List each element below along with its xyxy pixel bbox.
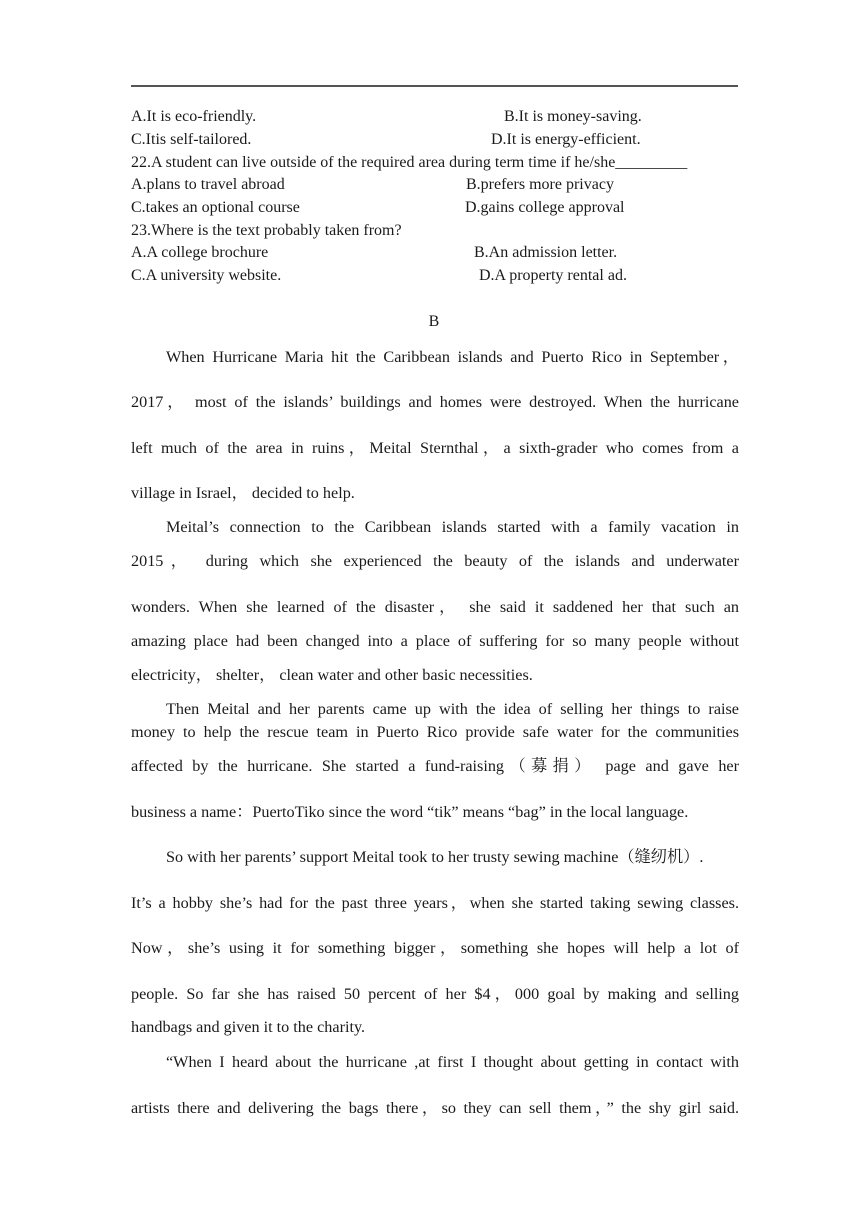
passage-line: Now，she’s using it for something bigger，something she hopes will help a lot of	[131, 939, 739, 957]
option-row	[131, 197, 625, 219]
passage-line: Then Meital and her parents came up with the idea of selling her things to raise	[166, 700, 739, 718]
option-c: C.A university website.	[131, 267, 282, 284]
passage-line: wonders. When she learned of the disaster， she said it saddened her that such an	[131, 598, 739, 616]
passage-line: When Hurricane Maria hit the Caribbean islands and Puerto Rico in September，	[166, 348, 739, 366]
question-23-stem: 23.Where is the text probably taken from?	[131, 222, 402, 239]
passage-line: Meital’s connection to the Caribbean islands started with a family vacation in	[166, 518, 739, 536]
passage-line: artists there and delivering the bags there，so they can sell them，” the shy girl said.	[131, 1099, 739, 1117]
option-row	[131, 106, 642, 128]
passage-line: affected by the hurricane. She started a fund-raising（募捐） page and gave her	[131, 757, 739, 775]
option-b: B.It is money-saving.	[504, 108, 642, 125]
passage-line: So with her parents’ support Meital took to her trusty sewing machine（缝纫机）.	[166, 848, 704, 866]
option-d: D.A property rental ad.	[479, 267, 627, 284]
section-label: B	[428, 313, 440, 330]
option-row	[131, 265, 627, 287]
option-a: A.plans to travel abroad	[131, 176, 285, 193]
passage-line: left much of the area in ruins，Meital Sternthal，a sixth-grader who comes from a	[131, 439, 739, 457]
passage-line: handbags and given it to the charity.	[131, 1018, 366, 1036]
option-a: A.A college brochure	[131, 244, 269, 261]
option-d: D.It is energy-efficient.	[491, 131, 641, 148]
passage-line: money to help the rescue team in Puerto Rico provide safe water for the communities	[131, 723, 739, 741]
option-row	[131, 129, 641, 151]
option-b: B.An admission letter.	[474, 244, 618, 261]
option-d: D.gains college approval	[465, 199, 625, 216]
passage-line: business a name：PuertoTiko since the word “tik” means “bag” in the local language.	[131, 803, 689, 821]
option-row	[131, 174, 614, 196]
passage-line: It’s a hobby she’s had for the past three years，when she started taking sewing classes.	[131, 894, 739, 912]
option-b: B.prefers more privacy	[466, 176, 614, 193]
passage-line: village in Israel， decided to help.	[131, 484, 355, 502]
option-a: A.It is eco-friendly.	[131, 108, 257, 125]
passage-line: amazing place had been changed into a place of suffering for so many people without	[131, 632, 739, 650]
passage-line: people. So far she has raised 50 percent of her $4，000 goal by making and selling	[131, 985, 739, 1003]
option-row	[131, 242, 618, 264]
header-rule	[131, 85, 738, 87]
question-22-stem: 22.A student can live outside of the required area during term time if he/she_________	[131, 154, 688, 171]
passage-line: 2017， most of the islands’ buildings and homes were destroyed. When the hurricane	[131, 393, 739, 411]
passage-line: electricity， shelter， clean water and other basic necessities.	[131, 666, 533, 684]
option-c: C.Itis self-tailored.	[131, 131, 252, 148]
passage-line: 2015， during which she experienced the beauty of the islands and underwater	[131, 552, 739, 570]
passage-line: “When I heard about the hurricane ,at first I thought about getting in contact with	[166, 1053, 739, 1071]
option-c: C.takes an optional course	[131, 199, 300, 216]
